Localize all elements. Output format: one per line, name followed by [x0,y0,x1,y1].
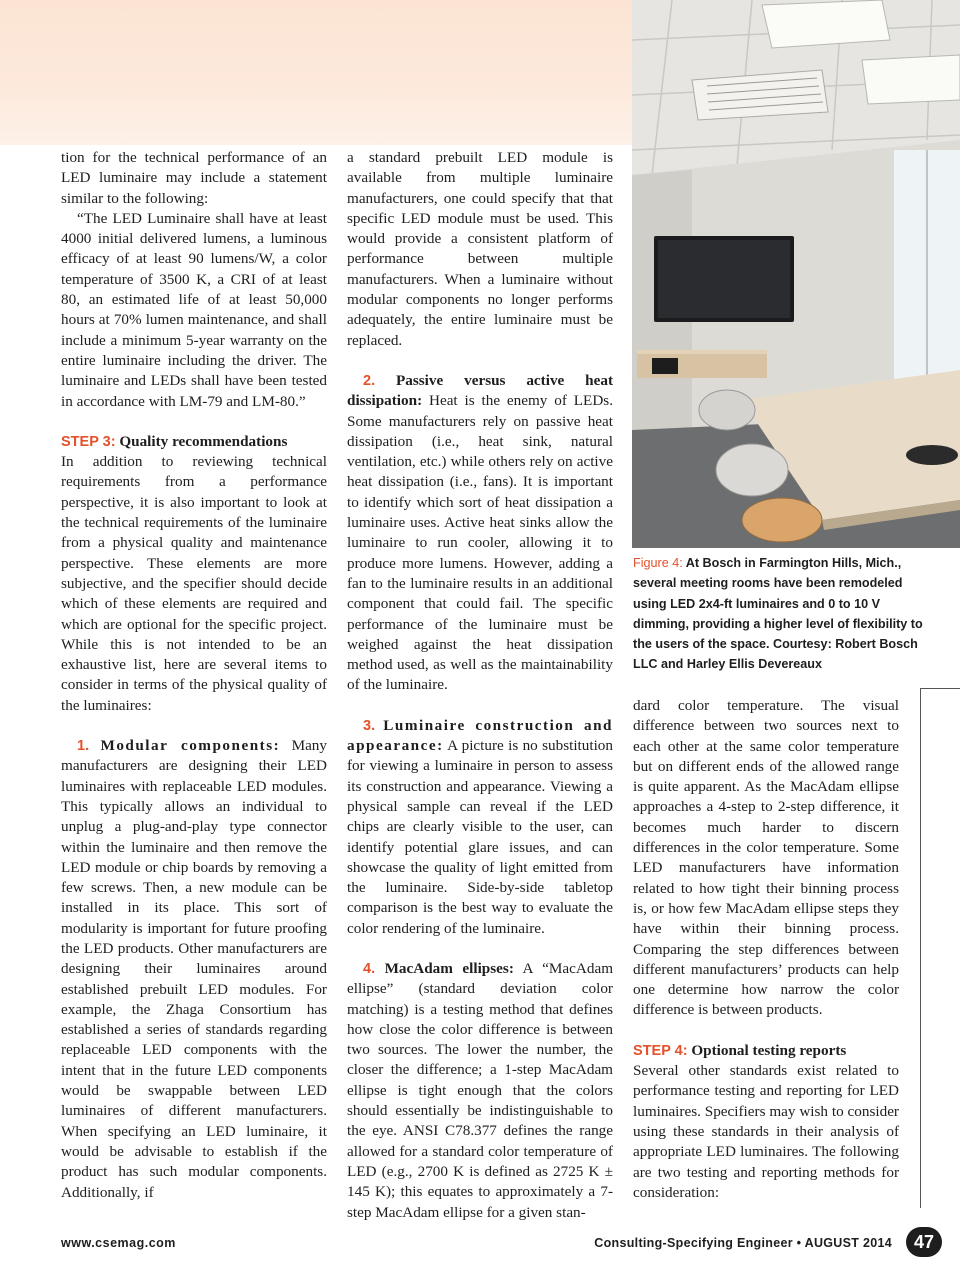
step-4-heading [633,1041,899,1061]
footer-publication: Consulting-Specifying Engineer • AUGUST 2014 [594,1236,892,1250]
item-number: 2. [363,372,376,389]
item-text: Many manufacturers are designing their LED luminaires with replaceable LED modules. This typically allows an individual to unplug a plug-and-play type connector within the luminaire and then remove the LED module or chip boards by removing a few screws. Then, a new module can be installed in its place. This sort of modularity is important for future proofing the LED products. Other manufacturers are designing their luminaires around established prebuilt LED modules. For example, the Zhaga Consortium has established a series of standards regarding replaceable LED components with the intent that in the future LED components would be swappable between LED luminaires of different manufacturers. When specifying an LED luminaire, it would be advisable to establish if the product has such modular components. Additionally, if [61,737,327,1201]
step-title: Optional testing reports [691,1041,847,1059]
item-title: Luminaire construction and appearance: [347,716,613,755]
divider-rule-vertical [920,688,921,1208]
list-item [347,716,613,939]
figure-caption-text: At Bosch in Farmington Hills, Mich., several meeting rooms have been remodeled using LED 2x4-ft luminaires and 0 to 10 V dimming, providing a higher level of flexibility to the users of the space. Courtesy: Robert Bosch LLC and Harley Ellis Devereaux [633,556,923,672]
item-title: Passive versus active heat dissipation: [347,371,614,410]
step-title: Quality recommendations [119,432,288,450]
footer-website: www.csemag.com [61,1236,176,1250]
step-3-heading [61,432,327,452]
paragraph: In addition to reviewing technical requirements from a performance perspective, it is also important to look at the technical requirements of the luminaire from a physical quality and maintenance perspective. These elements are more subjective, and the specifier should decide which of these elements are required and which are optional for the specific project. While this is not intended to be an exhaustive list, here are several items to consider in terms of the physical quality of the luminaires: [61,453,327,714]
figure-caption [633,553,933,675]
item-number: 4. [363,960,376,977]
item-title: Modular components: [100,737,281,755]
header-color-band [0,0,632,145]
list-item [347,959,613,1223]
item-number: 3. [363,717,376,734]
step-label: STEP 4: [633,1042,688,1059]
list-item [61,736,327,1203]
divider-rule-horizontal [920,688,960,689]
paragraph: dard color temperature. The visual difference between two sources next to each other at the same color temperature but on different ends of the allowed range is quite apparent. As the MacAdam ellipse approaches a 4-step to 2-step difference, it becomes much harder to discern differences in the color temperature. Some LED manufacturers have information related to how tight their binning process is, or how few MacAdam ellipse steps they have within their binning process. Comparing the step differences between different manufacturers’ products can help one determine how narrow the color difference is between products. [633,697,899,1019]
item-number: 1. [77,738,90,755]
paragraph: tion for the technical performance of an LED luminaire may include a statement similar to the following: [61,149,327,207]
item-text: A picture is no substitution for viewing a luminaire in person to assess its construction and appearance. Viewing a physical sample can reveal if the LED chips are clearly visible to the user, can identify potential glare issues, and can showcase the quality of light emitted from the luminaire. Side-by-side tabletop comparison is the best way to evaluate the color rendering of the luminaire. [347,737,613,937]
article-column-1 [61,148,327,1203]
step-label: STEP 3: [61,433,116,450]
item-text: A “MacAdam ellipse” (standard deviation color matching) is a testing method that defines how close the color difference is between two sources. The lower the number, the closer the difference; a 1-step MacAdam ellipse is tight enough that the colors should essentially be indistinguishable to the eye. ANSI C78.377 defines the range allowed for a standard color temperature of LED (e.g., 2700 K is defined as 2725 K ± 145 K); this equates to approximately a 7-step MacAdam ellipse for a given stan- [347,959,614,1221]
item-title: MacAdam ellipses: [384,959,514,977]
item-text: Heat is the enemy of LEDs. Some manufacturers rely on passive heat dissipation (i.e., heat sink, natural ventilation, etc.) while others rely on active heat dissipation (i.e., fans). It is important to identify which sort of heat dissipation a luminaire uses. Active heat sinks allow the luminaire to run cooler, allowing it to produce more lumens. However, adding a fan to the luminaire results in an additional component that could fail. The specific performance of the luminaire must be weighed against the heat dissipation method used, as well as the maintainability of the luminaire. [347,392,613,694]
figure-label: Figure 4: [633,556,683,570]
quote-paragraph: “The LED Luminaire shall have at least 4000 initial delivered lumens, a luminous efficacy of at least 90 lumens/W, a color temperature of 3500 K, a CRI of at least 80, an estimated life of at least 50,000 hours at 70% lumen maintenance, and shall include a minimum 5-year warranty on the entire luminaire including the driver. The luminaire and LEDs shall have been tested in accordance with LM-79 and LM-80.” [61,209,327,410]
article-column-3 [633,696,899,1203]
page-number: 47 [906,1227,942,1257]
meeting-room-photo [632,0,960,548]
list-item [347,371,613,696]
paragraph: Several other standards exist related to performance testing and reporting for LED luminaires. Specifiers may wish to consider using these standards in their analysis of appropriate LED luminaires. The following are two testing and reporting methods for consideration: [633,1062,899,1201]
article-column-2 [347,148,613,1223]
paragraph: a standard prebuilt LED module is available from multiple luminaire manufacturers, one could specify that that specific LED module must be used. This would provide a consistent platform of performance between multiple manufacturers. When a luminaire without modular components no longer performs adequately, the entire luminaire must be replaced. [347,149,613,349]
